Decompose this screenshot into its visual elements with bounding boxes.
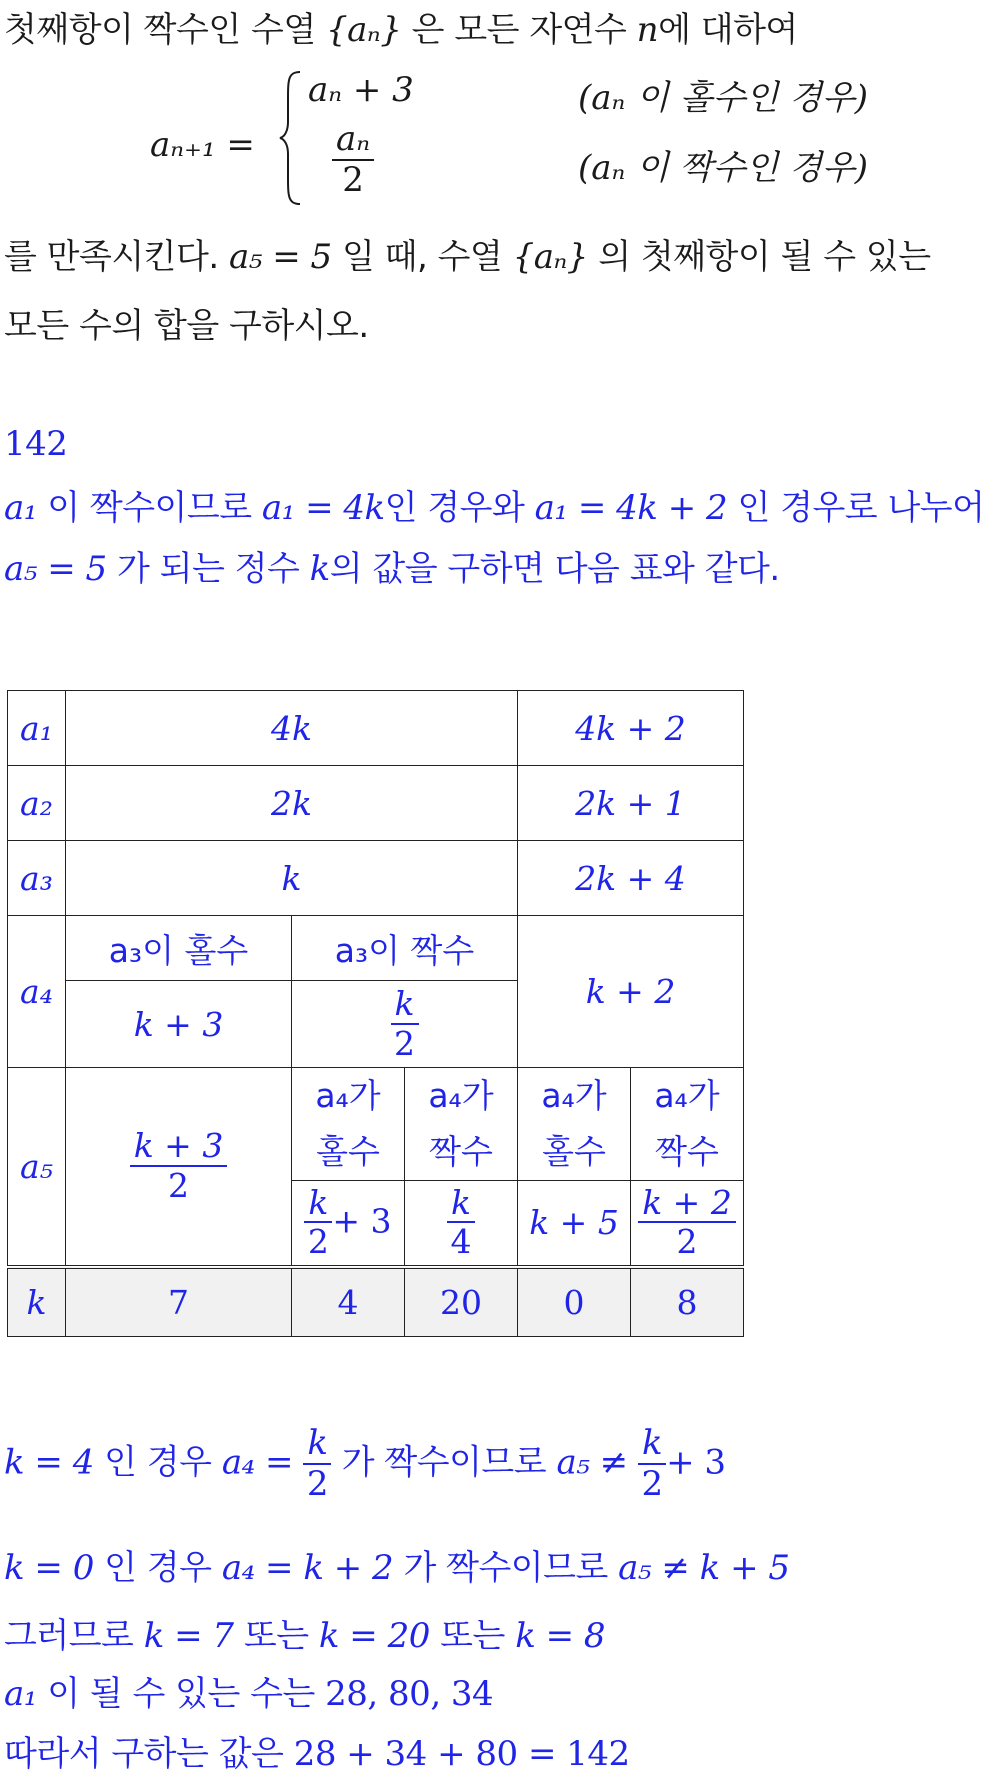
solution-text: 가 짝수이므로 <box>341 1442 547 1483</box>
problem-text: 모든 수의 합을 구하시오. <box>4 306 369 346</box>
fraction-numerator: k <box>303 1426 331 1465</box>
case-odd-cond: (aₙ 이 홀수인 경우) <box>578 78 869 118</box>
fraction <box>638 1423 666 1504</box>
solution-line-1 <box>4 480 984 529</box>
math-equation: k = 4 <box>4 1442 94 1483</box>
solution-text: 이 될 수 있는 수는 <box>47 1674 315 1714</box>
cell-line: 짝수 <box>429 1132 493 1172</box>
table-cell <box>405 1181 518 1267</box>
case-odd-expr: aₙ + 3 <box>308 70 414 110</box>
table-cell <box>631 1181 744 1267</box>
table-cell: 2k + 1 <box>518 766 744 841</box>
solution-text: 인 경우 <box>104 1442 212 1483</box>
case-even-cond: (aₙ 이 짝수인 경우) <box>578 148 869 188</box>
table-cell: 2k + 4 <box>518 841 744 916</box>
fraction-numerator: aₙ <box>332 122 374 161</box>
cell-line: a₄가 <box>541 1076 607 1115</box>
table-row-a2 <box>8 766 744 841</box>
table-cell <box>631 1068 744 1181</box>
math-equation: k = 8 <box>515 1616 606 1656</box>
row-label: a₄ <box>8 916 66 1068</box>
cell-line: a₄가 <box>654 1076 720 1115</box>
math-equation: a₁ = 4k <box>261 488 385 528</box>
row-label: a₁ <box>8 691 66 766</box>
table-cell: 4 <box>292 1267 405 1337</box>
math-tail: + 3 <box>666 1442 726 1483</box>
table-cell: 8 <box>631 1267 744 1337</box>
solution-text: 인 경우로 나누어 <box>737 488 985 528</box>
row-label: a₃ <box>8 841 66 916</box>
solution-text: 인 경우 <box>104 1548 212 1588</box>
table-cell: 0 <box>518 1267 631 1337</box>
table-row-a4-head <box>8 916 744 981</box>
cell-line: 홀수 <box>316 1132 380 1172</box>
table-cell: k + 3 <box>66 981 292 1068</box>
answer-value: 142 <box>4 424 68 464</box>
variable-n: n <box>636 10 659 50</box>
problem-text: 를 만족시킨다. <box>4 237 219 277</box>
table-cell: k + 2 <box>518 916 744 1068</box>
table-cell: 4k + 2 <box>518 691 744 766</box>
table-cell: k + 5 <box>518 1181 631 1267</box>
conclusion-line-1 <box>4 1423 726 1504</box>
math-equation: k = 7 <box>143 1616 234 1656</box>
fraction-denominator: 2 <box>641 1463 663 1504</box>
condition-a5: a₅ = 5 <box>229 237 332 277</box>
math-equation: a₅ ≠ <box>556 1442 628 1483</box>
fraction-denominator: 4 <box>450 1222 472 1262</box>
math-values: 28, 80, 34 <box>325 1674 494 1714</box>
table-row-k <box>8 1267 744 1337</box>
math-equation: a₅ = 5 <box>4 549 107 589</box>
math-equation: k = 20 <box>318 1616 430 1656</box>
problem-text: 일 때, 수열 <box>341 237 503 277</box>
math-equation: a₁ = 4k + 2 <box>534 488 728 528</box>
table-cell: a₃이 짝수 <box>292 916 518 981</box>
table-cell: 20 <box>405 1267 518 1337</box>
fraction-numerator: k <box>447 1186 475 1224</box>
conclusion-line-3 <box>4 1608 605 1657</box>
problem-text: 의 첫째항이 될 수 있는 <box>598 237 931 277</box>
fraction <box>303 1423 331 1504</box>
row-label: a₅ <box>8 1068 66 1267</box>
case-even-fraction <box>332 119 374 200</box>
table-cell: 4k <box>66 691 518 766</box>
recurrence-lhs: aₙ₊₁ = <box>150 125 255 165</box>
fraction-denominator: 2 <box>168 1165 189 1205</box>
table-cell: k <box>66 841 518 916</box>
fraction-denominator: 2 <box>394 1023 415 1063</box>
table-row-a1 <box>8 691 744 766</box>
table-row-a3 <box>8 841 744 916</box>
math-equation: a₅ ≠ k + 5 <box>618 1548 790 1588</box>
cell-tail: + 3 <box>332 1201 392 1241</box>
solution-text: 가 되는 정수 <box>116 549 300 589</box>
fraction-denominator: 2 <box>342 159 364 200</box>
cell-line: a₄가 <box>428 1076 494 1115</box>
row-label: a₂ <box>8 766 66 841</box>
fraction <box>304 1182 332 1262</box>
math-a1: a₁ <box>4 1674 37 1714</box>
fraction <box>447 1182 475 1262</box>
solution-text: 그러므로 <box>4 1616 134 1656</box>
conclusion-line-5 <box>4 1726 630 1775</box>
left-brace-icon <box>278 70 304 206</box>
fraction-numerator: k + 2 <box>638 1186 736 1224</box>
solution-text: 가 짝수이므로 <box>403 1548 608 1588</box>
fraction-numerator: k <box>391 987 419 1025</box>
solution-text: 이 짝수이므로 <box>47 488 252 528</box>
table-cell <box>518 1068 631 1181</box>
fraction <box>391 983 419 1063</box>
math-equation: k = 0 <box>4 1548 94 1588</box>
problem-text: 첫째항이 짝수인 수열 <box>4 10 316 50</box>
problem-text: 은 모든 자연수 <box>411 10 627 50</box>
table-cell <box>292 1068 405 1181</box>
case-table <box>7 690 744 1337</box>
table-cell: 2k <box>66 766 518 841</box>
variable-k: k <box>309 549 330 589</box>
math-equation: 28 + 34 + 80 = 142 <box>293 1734 630 1774</box>
table-cell: 7 <box>66 1267 292 1337</box>
sequence-notation: {aₙ} <box>326 10 402 50</box>
math-equation: a₄ = <box>221 1442 294 1483</box>
solution-line-2 <box>4 541 780 590</box>
solution-text: 따라서 구하는 값은 <box>4 1734 284 1774</box>
table-row-a5-head <box>8 1068 744 1181</box>
fraction <box>638 1182 736 1262</box>
problem-line-2 <box>4 229 931 278</box>
cell-line: a₄가 <box>315 1076 381 1115</box>
solution-text: 또는 <box>440 1616 505 1656</box>
solution-text: 의 값을 구하면 다음 표와 같다. <box>329 549 780 589</box>
table-cell <box>292 1181 405 1267</box>
math-a1: a₁ <box>4 488 37 528</box>
sequence-notation: {aₙ} <box>512 237 588 277</box>
math-equation: a₄ = k + 2 <box>221 1548 394 1588</box>
cell-line: 짝수 <box>655 1132 719 1172</box>
row-label: k <box>8 1267 66 1337</box>
conclusion-line-4 <box>4 1666 493 1715</box>
problem-text: 에 대하여 <box>658 10 798 50</box>
fraction-denominator: 2 <box>307 1222 329 1262</box>
fraction-numerator: k <box>638 1426 666 1465</box>
fraction-denominator: 2 <box>306 1463 328 1504</box>
fraction-denominator: 2 <box>676 1222 698 1262</box>
fraction <box>130 1126 228 1205</box>
fraction-numerator: k <box>304 1186 332 1224</box>
table-cell <box>66 1068 292 1267</box>
solution-text: 또는 <box>243 1616 309 1656</box>
problem-line-3 <box>4 298 369 347</box>
cell-line: 홀수 <box>542 1132 606 1172</box>
problem-line-1 <box>4 2 798 51</box>
table-cell: a₃이 홀수 <box>66 916 292 981</box>
fraction-numerator: k + 3 <box>130 1129 228 1167</box>
conclusion-line-2 <box>4 1540 790 1589</box>
table-cell <box>405 1068 518 1181</box>
solution-text: 인 경우와 <box>384 488 525 528</box>
table-cell <box>292 981 518 1068</box>
